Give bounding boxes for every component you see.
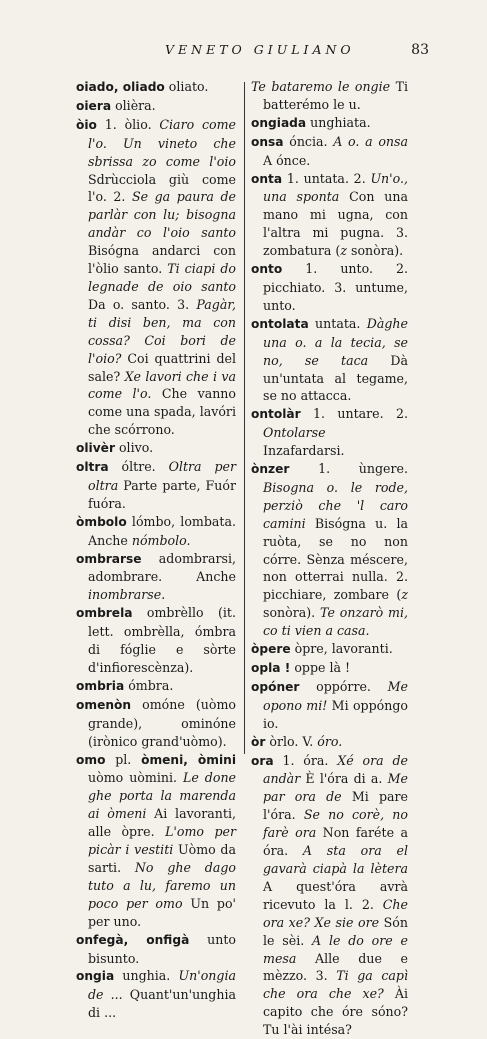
headword: oiera — [76, 98, 112, 113]
headword: òmbolo — [76, 514, 127, 529]
dictionary-entry — [76, 967, 236, 1022]
example-phrase: z — [401, 587, 408, 603]
definition-text: pl. — [105, 751, 142, 767]
definition-text: òpre, lavoranti. — [290, 641, 393, 657]
definition-text: 1. óra. — [273, 752, 338, 768]
definition-text: Inzafardarsi. — [263, 443, 345, 459]
definition-text: Ai lavoranti, alle òpre. — [88, 806, 236, 840]
headword: òio — [76, 117, 97, 132]
dictionary-entry — [76, 513, 236, 550]
definition-text: Són le sèi. — [263, 914, 408, 948]
definition-text: olivo. — [114, 440, 154, 456]
headword: oiado, oliado — [76, 80, 165, 94]
headword: onsa — [251, 134, 284, 149]
definition-text: Mi oppóngo io. — [263, 697, 408, 731]
definition-text: oppórre. — [299, 678, 388, 694]
headword: òmeni, òmini — [141, 752, 237, 767]
example-phrase: A le do ore e mesa — [263, 932, 408, 966]
example-phrase: Se ga paura de parlàr con lu; bisogna andàr co l'oio santo — [88, 189, 236, 241]
example-phrase: Xe lavori che i va come l'o. — [88, 368, 236, 402]
dictionary-entry — [251, 640, 408, 659]
definition-text: Che vanno come una spada, lavóri che scórrono. — [88, 386, 237, 438]
definition-text: È l'óra di a. — [300, 771, 388, 787]
example-phrase: Xé ora de andàr — [263, 752, 408, 787]
example-phrase: Me par ora de — [263, 771, 408, 805]
definition-text: oliato. — [164, 79, 209, 94]
example-phrase: Un'ongia de ... — [88, 968, 236, 1003]
headword: omenòn — [76, 697, 132, 712]
definition-text: 1. ùngere. — [289, 461, 408, 477]
headword: ora — [251, 753, 274, 768]
dictionary-entry — [76, 751, 236, 931]
example-phrase: Le done ghe porta la marenda ai òmeni — [88, 770, 237, 822]
dictionary-entry — [251, 170, 408, 261]
example-phrase: Te onzarò mi, co ti vien a casa. — [263, 605, 409, 639]
dictionary-entry — [251, 78, 408, 114]
headword: òr — [251, 734, 266, 749]
dictionary-entry — [251, 659, 408, 678]
headword: oltra — [76, 460, 109, 475]
dictionary-entry — [251, 260, 408, 315]
dictionary-entry — [76, 97, 236, 116]
definition-text: unghiata. — [306, 114, 371, 130]
definition-text: A ónce. — [263, 152, 311, 168]
definition-text: Bisógna u. la ruòta, se no non córre. Sènza méscere, non otterrai nulla. 2. picchiare, zombare ( — [263, 515, 408, 603]
example-phrase: Te bataremo le ongie — [251, 79, 391, 94]
definition-text: Con una mano mi ugna, con l'altra mi pugna. 3. zombatura ( — [263, 189, 408, 259]
definition-text: Da o. santo. 3. — [88, 296, 197, 312]
dictionary-entry — [76, 458, 236, 513]
dictionary-entry — [76, 696, 236, 751]
headword: ombrarse — [76, 551, 142, 566]
dictionary-entry — [76, 677, 236, 696]
definition-text: 1. òlio. — [96, 116, 160, 132]
definition-text: Quant'un'unghia di ... — [88, 987, 236, 1021]
example-phrase: Ti ga capì che ora che xe? — [263, 968, 408, 1002]
headword: onto — [251, 262, 283, 277]
example-phrase: óro. — [317, 733, 343, 749]
definition-text: Mi pare l'óra. — [263, 789, 408, 823]
definition-text: 1. untata. 2. — [282, 170, 371, 186]
definition-text: olièra. — [111, 97, 156, 113]
headword: òpere — [251, 642, 291, 657]
definition-text: Parte parte, Fuór fuóra. — [88, 477, 236, 511]
headword: opla ! — [251, 661, 291, 675]
example-phrase: Un'o., una sponta — [263, 170, 408, 205]
headword: ontolata — [251, 316, 309, 331]
headword: ombrela — [76, 606, 133, 621]
definition-text: Dà un'untata al tegame, se no attacca. — [263, 352, 409, 404]
definition-text: 1. untare. 2. — [300, 406, 408, 422]
dictionary-entry — [251, 733, 408, 752]
definition-text: unghia. — [114, 968, 179, 984]
definition-text: Sdrùcciola giù come l'o. 2. — [88, 171, 236, 205]
example-phrase: L'omo per picàr i vestiti — [88, 824, 236, 858]
definition-text: ombrèllo (it. lett. ombrèlla, ómbra di fóglie e sòrte d'infiorescènza). — [88, 605, 236, 675]
definition-text: omóne (uòmo grande), ominóne (irònico grand'uòmo). — [88, 696, 236, 749]
dictionary-entry — [76, 439, 236, 458]
definition-text: Non faréte a óra. — [263, 825, 408, 859]
example-phrase: Ti ciapi do legnade de oio santo — [88, 261, 236, 294]
definition-text: Uòmo da sarti. — [88, 842, 236, 875]
definition-text: Alle due e mèzzo. 3. — [263, 950, 408, 984]
headword: opóner — [251, 679, 300, 694]
dictionary-entry — [76, 550, 236, 605]
headword: ongia — [76, 969, 115, 984]
dictionary-entry — [251, 315, 408, 406]
definition-text: unto bisunto. — [88, 931, 236, 966]
definition-text: Ài capito che óre sóno? Tu l'ài intésa? — [263, 986, 408, 1038]
definition-text: lómbo, lombata. Anche — [88, 513, 236, 548]
definition-text: A quest'óra avrà ricevuto la l. 2. — [263, 878, 408, 912]
definition-text: Ti batterémo le u. — [263, 79, 408, 112]
right-column — [251, 78, 408, 1039]
definition-text: ómbra. — [124, 677, 174, 693]
headword: ontolàr — [251, 407, 301, 422]
dictionary-entry — [76, 78, 236, 97]
example-phrase: A o. a onsa — [333, 133, 409, 149]
dictionary-entry — [251, 114, 408, 133]
example-phrase: Se no corè, no farè ora — [263, 807, 408, 841]
example-phrase: A sta ora el gavarà ciapà la lètera — [263, 843, 408, 876]
headword: olivèr — [76, 441, 115, 456]
dictionary-entry — [251, 405, 408, 460]
definition-text: òrlo. V. — [265, 733, 318, 749]
definition-text: Bisógna andarci con l'òlio santo. — [88, 243, 236, 277]
page-header — [0, 42, 487, 64]
definition-text: Coi quattrini del sale? — [88, 350, 236, 384]
dictionary-entry — [76, 604, 236, 677]
column-divider — [244, 82, 245, 754]
example-phrase: nómbolo. — [131, 532, 191, 548]
headword: ombria — [76, 678, 125, 693]
example-phrase: Oltra per oltra — [88, 459, 237, 493]
headword: onta — [251, 171, 283, 186]
definition-text: 1. unto. 2. picchiato. 3. untume, unto. — [263, 261, 408, 313]
definition-text: oppe là ! — [290, 660, 351, 675]
example-phrase: Me opono mi! — [263, 678, 408, 713]
example-phrase: Bisogna o. le rode, perziò che 'l caro camini — [263, 479, 408, 531]
headword: ongiada — [251, 115, 307, 130]
headword: ònzer — [251, 462, 290, 477]
definition-text: sonòra). — [347, 243, 404, 259]
example-phrase: z — [340, 243, 347, 259]
left-column — [76, 78, 236, 1022]
definition-text: Un po' per uno. — [88, 895, 236, 929]
dictionary-entry — [76, 116, 236, 439]
example-phrase: Che ora xe? Xe sie ore — [263, 896, 408, 930]
dictionary-entry — [251, 678, 408, 733]
page-number: 83 — [411, 42, 429, 58]
definition-text: uòmo uòmini. — [88, 770, 183, 786]
example-phrase: No ghe dago tuto a lu, faremo un poco per omo — [88, 859, 236, 911]
dictionary-entry — [251, 752, 408, 1039]
dictionary-entry — [76, 931, 236, 968]
example-phrase: Ciaro come l'o. Un vineto che sbrissa zo come l'oio — [88, 116, 237, 169]
example-phrase: inombrarse. — [88, 587, 166, 603]
headword: onfegà, onfigà — [76, 932, 190, 947]
definition-text: óltre. — [108, 459, 169, 475]
definition-text: sonòra). — [263, 605, 321, 621]
running-head: VENETO GIULIANO — [165, 42, 355, 57]
definition-text: untata. — [308, 315, 367, 331]
example-phrase: Ontolarse — [263, 425, 326, 441]
dictionary-entry — [251, 460, 408, 640]
definition-text: adombrarsi, adombrare. Anche — [88, 550, 236, 585]
definition-text: óncia. — [283, 133, 334, 149]
example-phrase: Dàghe una o. a la tecia, se no, se taca — [263, 315, 408, 368]
headword: omo — [76, 752, 106, 767]
dictionary-entry — [251, 133, 408, 170]
example-phrase: Pagàr, ti disi ben, ma con cossa? Coi bori de l'oio? — [88, 296, 236, 366]
